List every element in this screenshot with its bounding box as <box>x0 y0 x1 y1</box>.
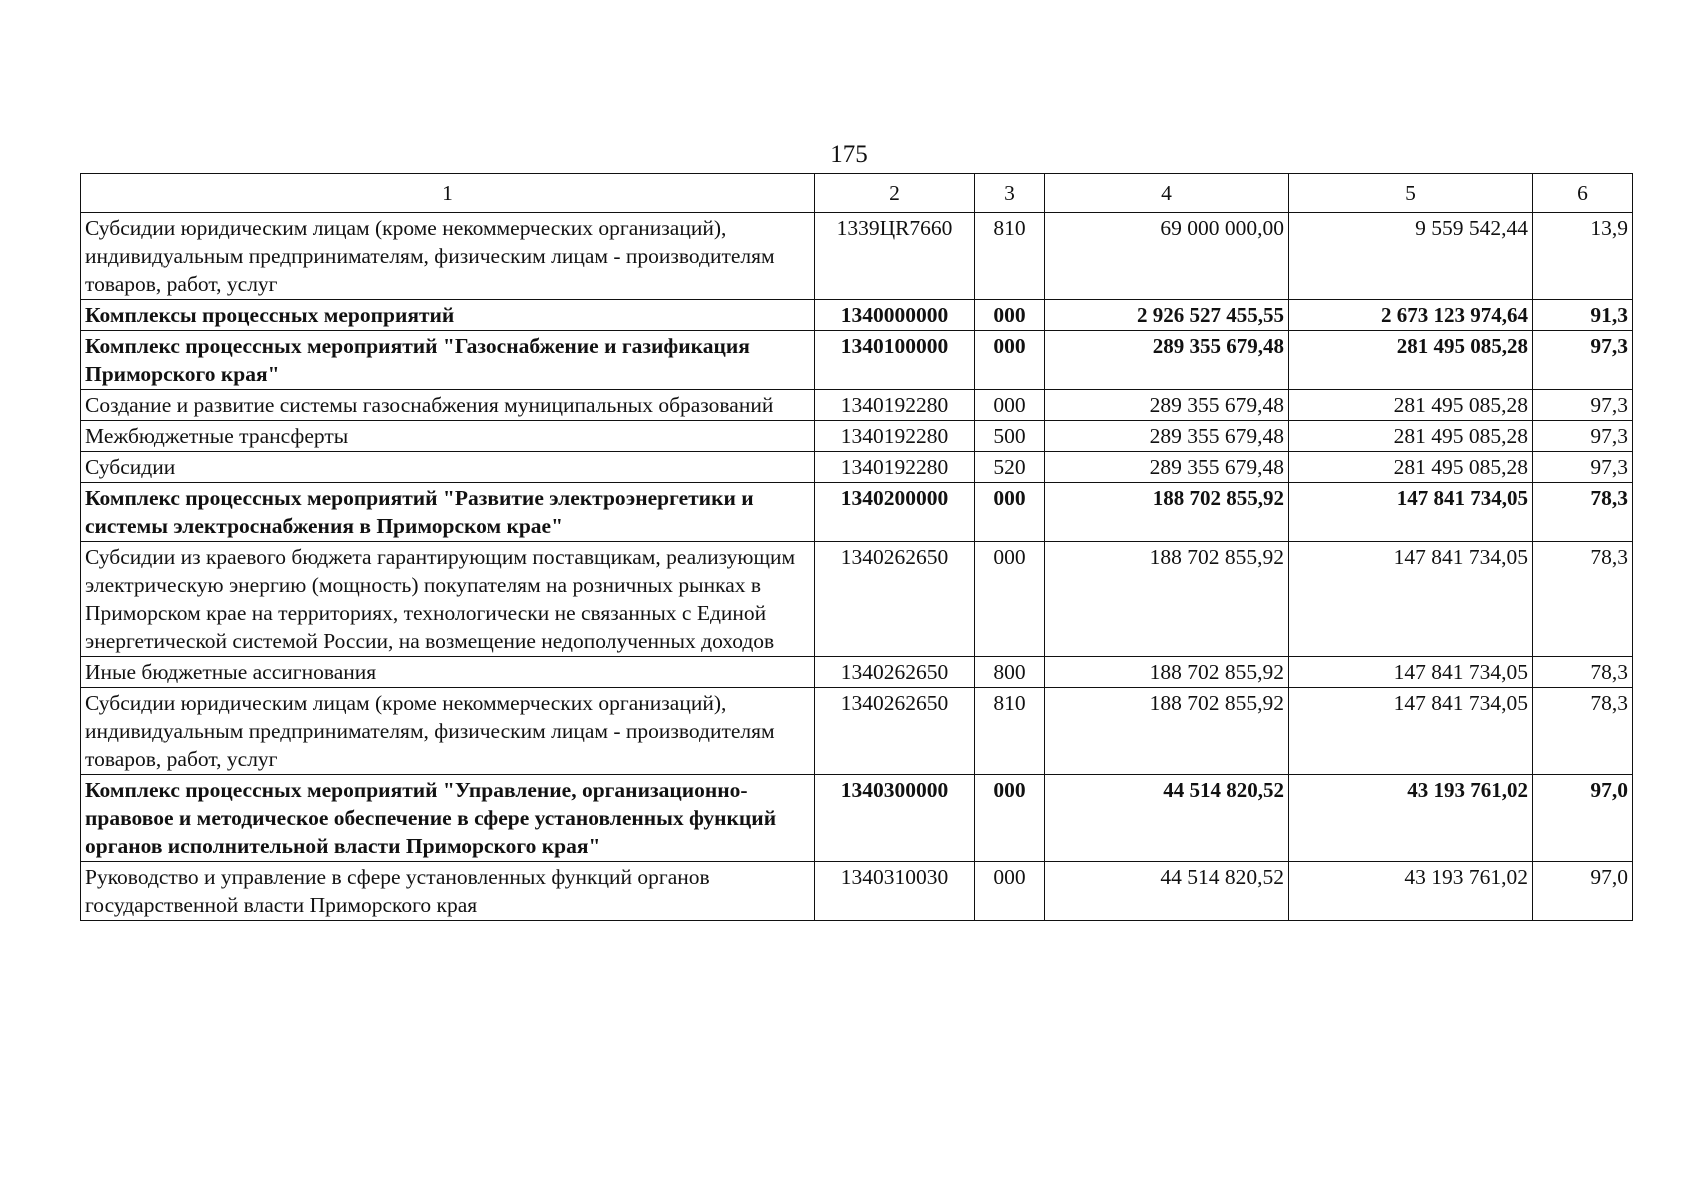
fact-amount: 2 673 123 974,64 <box>1289 300 1533 331</box>
execution-percent: 97,3 <box>1533 390 1633 421</box>
fact-amount: 147 841 734,05 <box>1289 542 1533 657</box>
expense-type: 800 <box>975 657 1045 688</box>
table-row <box>81 213 1633 300</box>
expense-type: 520 <box>975 452 1045 483</box>
execution-percent: 91,3 <box>1533 300 1633 331</box>
plan-amount: 289 355 679,48 <box>1045 331 1289 390</box>
item-name: Субсидии юридическим лицам (кроме некоммерческих организаций), индивидуальным предпринимателям, физическим лицам - производителям товаров, работ, услуг <box>81 688 815 775</box>
target-code: 1340310030 <box>815 862 975 921</box>
expense-type: 000 <box>975 862 1045 921</box>
plan-amount: 188 702 855,92 <box>1045 688 1289 775</box>
table-row <box>81 862 1633 921</box>
plan-amount: 289 355 679,48 <box>1045 452 1289 483</box>
plan-amount: 188 702 855,92 <box>1045 657 1289 688</box>
plan-amount: 188 702 855,92 <box>1045 483 1289 542</box>
table-row <box>81 331 1633 390</box>
execution-percent: 78,3 <box>1533 483 1633 542</box>
item-name: Субсидии из краевого бюджета гарантирующим поставщикам, реализующим электрическую энергию (мощность) покупателям на розничных рынках в Приморском крае на территориях, технологически не связанных с Единой энергетической системой России, на возмещение недополученных доходов <box>81 542 815 657</box>
page-number: 175 <box>830 141 868 168</box>
header-col-3: 3 <box>975 174 1045 213</box>
target-code: 1340262650 <box>815 657 975 688</box>
target-code: 1340000000 <box>815 300 975 331</box>
plan-amount: 289 355 679,48 <box>1045 390 1289 421</box>
header-col-4: 4 <box>1045 174 1289 213</box>
fact-amount: 147 841 734,05 <box>1289 657 1533 688</box>
expense-type: 000 <box>975 483 1045 542</box>
header-col-5: 5 <box>1289 174 1533 213</box>
table-row <box>81 483 1633 542</box>
fact-amount: 43 193 761,02 <box>1289 862 1533 921</box>
execution-percent: 97,3 <box>1533 331 1633 390</box>
item-name: Межбюджетные трансферты <box>81 421 815 452</box>
fact-amount: 281 495 085,28 <box>1289 390 1533 421</box>
item-name: Руководство и управление в сфере установленных функций органов государственной власти Приморского края <box>81 862 815 921</box>
item-name: Создание и развитие системы газоснабжения муниципальных образований <box>81 390 815 421</box>
table-row <box>81 390 1633 421</box>
execution-percent: 78,3 <box>1533 542 1633 657</box>
header-col-2: 2 <box>815 174 975 213</box>
fact-amount: 281 495 085,28 <box>1289 331 1533 390</box>
execution-percent: 97,0 <box>1533 775 1633 862</box>
target-code: 1340200000 <box>815 483 975 542</box>
plan-amount: 44 514 820,52 <box>1045 775 1289 862</box>
fact-amount: 147 841 734,05 <box>1289 483 1533 542</box>
table-row <box>81 542 1633 657</box>
table-row <box>81 688 1633 775</box>
item-name: Субсидии юридическим лицам (кроме некоммерческих организаций), индивидуальным предпринимателям, физическим лицам - производителям товаров, работ, услуг <box>81 213 815 300</box>
expense-type: 810 <box>975 213 1045 300</box>
plan-amount: 69 000 000,00 <box>1045 213 1289 300</box>
target-code: 1340262650 <box>815 542 975 657</box>
target-code: 1340192280 <box>815 421 975 452</box>
plan-amount: 44 514 820,52 <box>1045 862 1289 921</box>
expense-type: 500 <box>975 421 1045 452</box>
fact-amount: 43 193 761,02 <box>1289 775 1533 862</box>
plan-amount: 188 702 855,92 <box>1045 542 1289 657</box>
table-row <box>81 775 1633 862</box>
expense-type: 000 <box>975 331 1045 390</box>
target-code: 1339ЦR7660 <box>815 213 975 300</box>
execution-percent: 78,3 <box>1533 657 1633 688</box>
fact-amount: 281 495 085,28 <box>1289 452 1533 483</box>
header-row <box>81 174 1633 213</box>
item-name: Комплекс процессных мероприятий "Развитие электроэнергетики и системы электроснабжения в Приморском крае" <box>81 483 815 542</box>
item-name: Комплекс процессных мероприятий "Управление, организационно-правовое и методическое обеспечение в сфере установленных функций органов исполнительной власти Приморского края" <box>81 775 815 862</box>
execution-percent: 13,9 <box>1533 213 1633 300</box>
target-code: 1340192280 <box>815 390 975 421</box>
fact-amount: 281 495 085,28 <box>1289 421 1533 452</box>
item-name: Иные бюджетные ассигнования <box>81 657 815 688</box>
fact-amount: 147 841 734,05 <box>1289 688 1533 775</box>
target-code: 1340100000 <box>815 331 975 390</box>
execution-percent: 97,3 <box>1533 421 1633 452</box>
execution-percent: 97,3 <box>1533 452 1633 483</box>
target-code: 1340192280 <box>815 452 975 483</box>
expense-type: 000 <box>975 542 1045 657</box>
item-name: Субсидии <box>81 452 815 483</box>
execution-percent: 97,0 <box>1533 862 1633 921</box>
item-name: Комплекс процессных мероприятий "Газоснабжение и газификация Приморского края" <box>81 331 815 390</box>
budget-table <box>80 173 1633 921</box>
plan-amount: 289 355 679,48 <box>1045 421 1289 452</box>
target-code: 1340262650 <box>815 688 975 775</box>
expense-type: 000 <box>975 775 1045 862</box>
header-col-6: 6 <box>1533 174 1633 213</box>
fact-amount: 9 559 542,44 <box>1289 213 1533 300</box>
expense-type: 000 <box>975 300 1045 331</box>
header-col-1: 1 <box>81 174 815 213</box>
table-row <box>81 300 1633 331</box>
table-row <box>81 452 1633 483</box>
item-name: Комплексы процессных мероприятий <box>81 300 815 331</box>
table-row <box>81 421 1633 452</box>
execution-percent: 78,3 <box>1533 688 1633 775</box>
target-code: 1340300000 <box>815 775 975 862</box>
plan-amount: 2 926 527 455,55 <box>1045 300 1289 331</box>
expense-type: 810 <box>975 688 1045 775</box>
expense-type: 000 <box>975 390 1045 421</box>
table-row <box>81 657 1633 688</box>
